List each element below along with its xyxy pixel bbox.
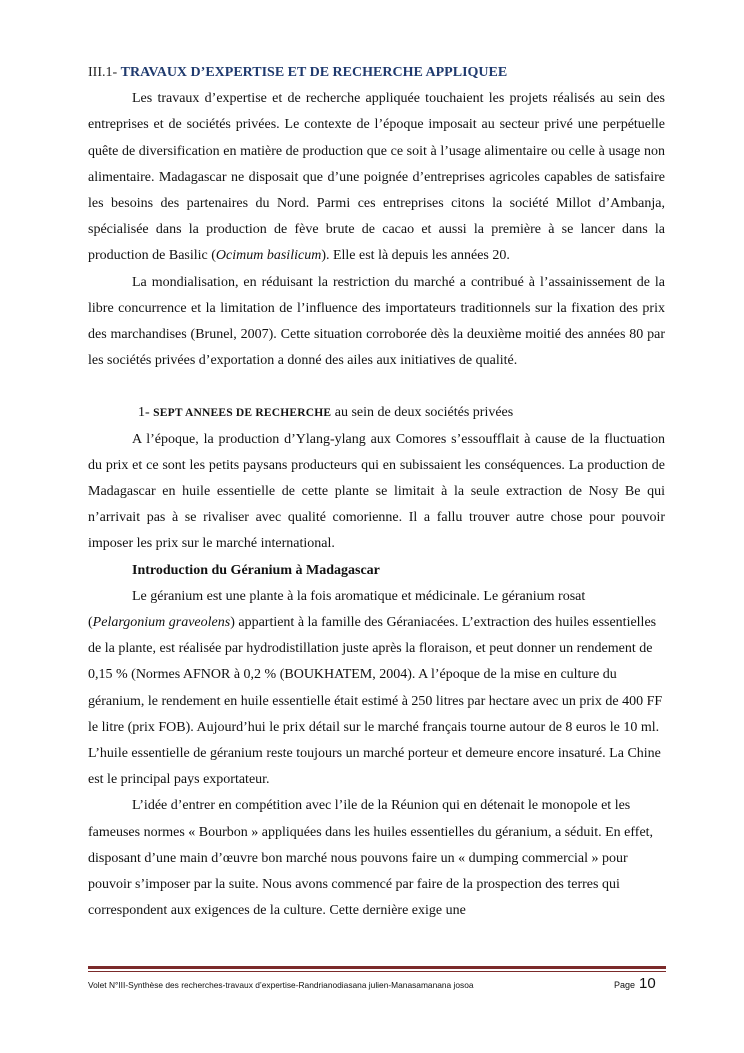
geranium-p1-species: Pelargonium graveolens	[92, 615, 231, 631]
subsection-rest: au sein de deux sociétés privées	[331, 405, 514, 421]
page-number: 10	[639, 975, 656, 992]
subsection-caps: SEPT ANNEES DE RECHERCHE	[153, 407, 332, 420]
geranium-paragraph-2: L’idée d’entrer en compétition avec l’ile de la Réunion qui en détenait le monopole et les fameuses normes « Bourbon » appliquées dans les huiles essentielles du géranium, a séduit. En effet, disposant d’une main d’œuvre bon marché nous pouvons faire un « dumping commercial » pour pouvoir s’imposer par la suite. Nous avons commencé par faire de la prospection des terres qui correspondent aux exigences de la culture. Cette dernière exige une	[88, 798, 654, 919]
geranium-p1-text-b: ) appartient à la famille des Géraniacées. L’extraction des huiles essentielles de la plante, est réalisée par hydrodistillation juste après la floraison, et peut donner un rendement de 0,15 % (Normes AFNOR à 0,2 % (BOUKHATEM, 2004). A l’époque de la mise en culture du géranium, le rendement en huile essentielle était estimé à 250 litres par hectare avec un prix de 400 FF le litre (prix FOB). Aujourd’hui le prix détail sur le marché français tourne autour de 8 euros le 10 ml. L’huile essentielle de géranium reste toujours un marché porteur et demeure encore insaturé. La Chine est le principal pays exportateur.	[88, 615, 663, 788]
section-title: TRAVAUX D’EXPERTISE ET DE RECHERCHE APPLIQUEE	[120, 65, 508, 80]
page-label: Page	[614, 980, 636, 990]
footer-rule-thin	[88, 971, 666, 972]
footer-rule-thick	[88, 966, 666, 969]
footer-text: Volet N°III-Synthèse des recherches-travaux d’expertise-Randrianodiasana julien-Manasamanana josoa	[88, 980, 474, 990]
intro-paragraph-2: La mondialisation, en réduisant la restriction du marché a contribué à l’assainissement de la libre concurrence et la limitation de l’influence des importateurs traditionnels sur la fixation des prix des marchandises (Brunel, 2007). Cette situation corroborée dès la deuxième moitié des années 80 par les sociétés privées d’exportation a donné des ailes aux initiatives de qualité.	[88, 274, 665, 369]
geranium-paragraph-1	[88, 584, 665, 794]
intro-p1-text-b: ). Elle est là depuis les années 20.	[321, 248, 510, 264]
intro-paragraph-1	[88, 86, 665, 269]
subsection-heading	[88, 400, 665, 426]
subsection-number: 1-	[138, 405, 150, 421]
geranium-p1-text-a: Le géranium est une plante à la fois aromatique et médicinale. Le géranium rosat (	[88, 588, 586, 631]
subsection-paragraph-1: A l’époque, la production d’Ylang-ylang aux Comores s’essoufflait à cause de la fluctuation du prix et ce sont les petits paysans producteurs qui en subissaient les conséquences. La production de Madagascar en huile essentielle de cette plante se limitait à la seule extraction de Nosy Be qui n’arrivait pas à se rivaliser avec qualité comorienne. Il a fallu trouver autre chose pour pouvoir imposer les prix sur le marché international.	[88, 431, 665, 552]
spacer	[88, 374, 665, 400]
section-number: III.1-	[88, 65, 118, 80]
section-heading	[88, 60, 665, 86]
intro-p1-species: Ocimum basilicum	[215, 248, 322, 264]
geranium-heading: Introduction du Géranium à Madagascar	[132, 562, 380, 578]
intro-p1-text-a: Les travaux d’expertise et de recherche appliquée touchaient les projets réalisés au sein des entreprises et de sociétés privées. Le contexte de l’époque imposait au secteur privé une perpétuelle quête de diversification en matière de production que ce soit à l’usage alimentaire ou celle à usage non alimentaire. Madagascar ne disposait que d’une poignée d’entreprises agricoles capables de satisfaire les besoins des partenaires du Nord. Parmi ces entreprises citons la société Millot d’Ambanja, spécialisée dans la production de fève brute de cacao et aussi la première à se lancer dans la production de Basilic (	[88, 91, 665, 264]
page-number-block	[614, 975, 656, 992]
page-body	[88, 60, 665, 925]
